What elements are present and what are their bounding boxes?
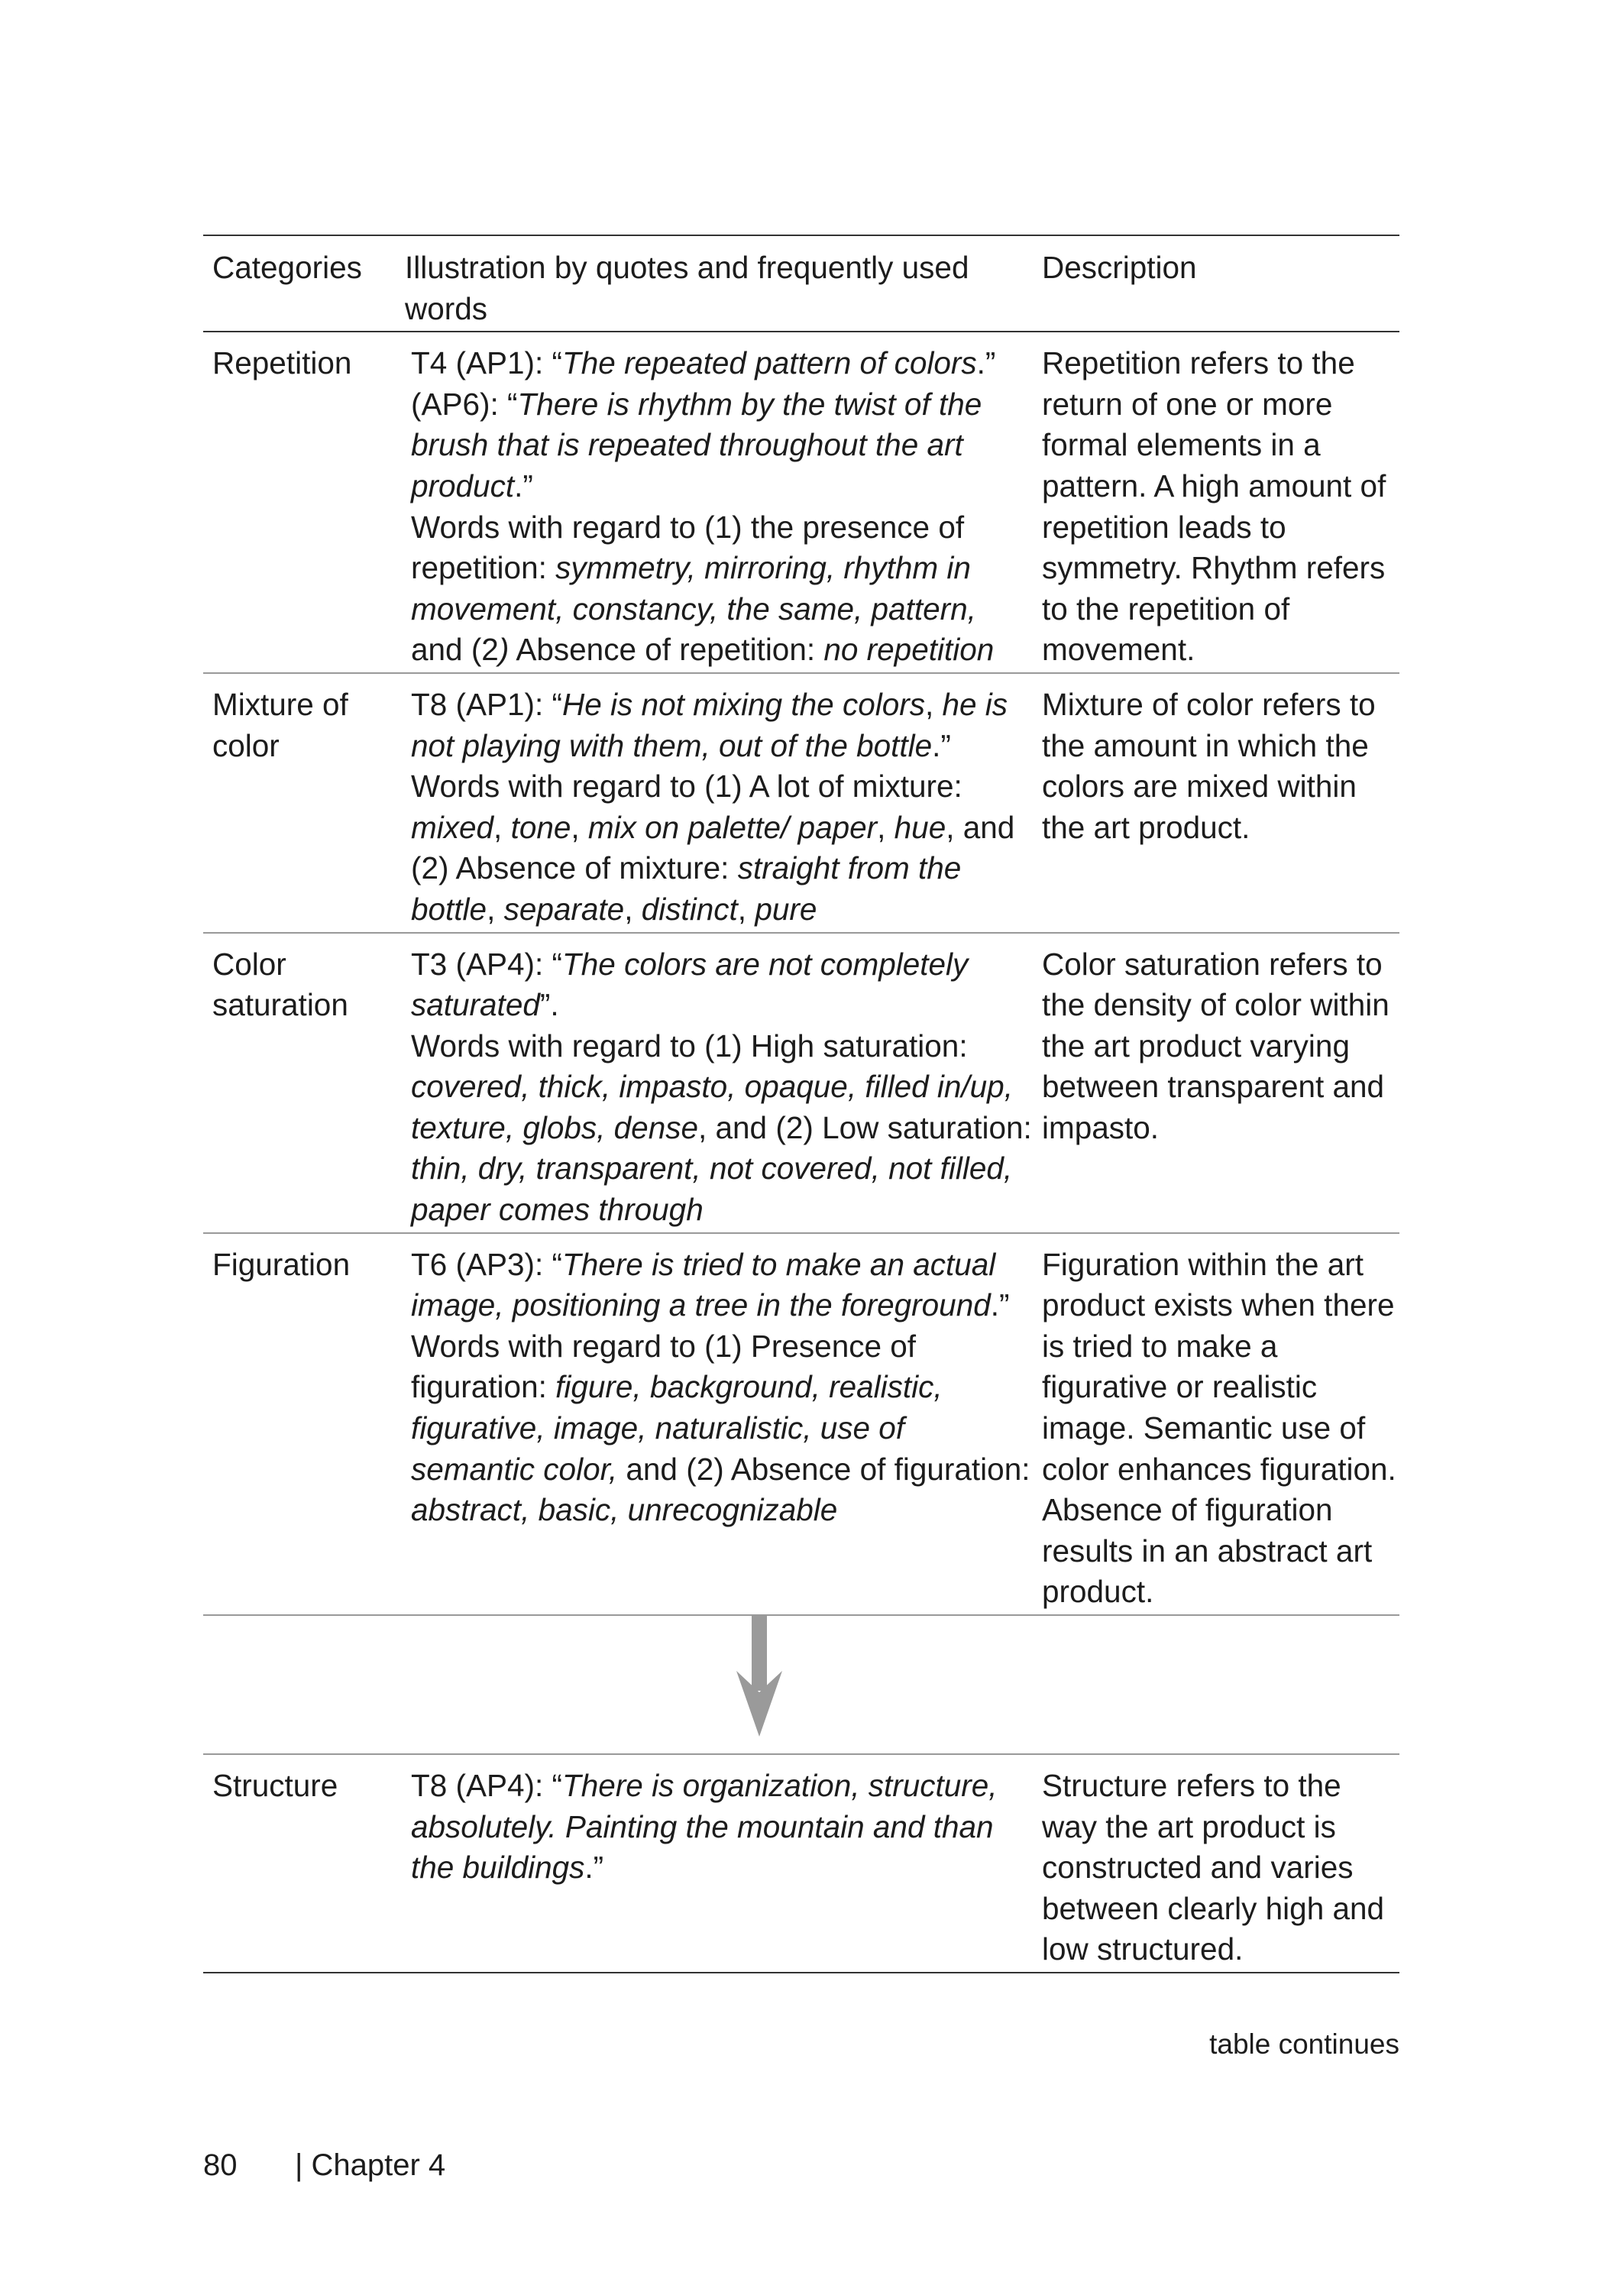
description-cell: Repetition refers to the return of one or more formal elements in a pattern. A high amount of repetition leads to symmetry. Rhythm refers to the repetition of movement. [1042,345,1386,668]
table-header-row [203,235,1399,332]
table-row [203,332,1399,674]
table-row [203,1755,1399,1973]
table-row [203,1234,1399,1616]
description-cell: Structure refers to the way the art product is constructed and varies between clearly high and low structured. [1042,1768,1385,1967]
category-cell: Repetition [212,345,352,381]
illustration-cell: T6 (AP3): “There is tried to make an actual image, positioning a tree in the foreground.” Words with regard to (1) Presence of figuration: figure, background, realistic, figurative, image, naturalistic, use of semantic color, and (2) Absence of figuration: abstract, basic, unrecognizable [411,1246,1030,1528]
table-continues-note: table continues [1209,2028,1399,2060]
down-arrow-icon [736,1616,782,1738]
header-description: Description [1042,250,1197,285]
illustration-cell: T8 (AP1): “He is not mixing the colors, he is not playing with them, out of the bottle.” Words with regard to (1) A lot of mixture: mixed, tone, mix on palette/ paper, hue, and (2) Absence of mixture: straight from the bottle, separate, distinct, pure [411,686,1015,927]
illustration-cell: T4 (AP1): “The repeated pattern of colors.” (AP6): “There is rhythm by the twist of the brush that is repeated throughout the art product.” Words with regard to (1) the presence of repetition: symmetry, mirroring, rhythm in movement, constancy, the same, pattern, and (2) Absence of repetition: no repetition [411,345,996,668]
category-cell: Mixture of color [212,686,348,763]
description-cell: Figuration within the art product exists when there is tried to make a figurative or realistic image. Semantic use of color enhances figuration. Absence of figuration results in an abstract art product. [1042,1246,1396,1610]
arrow-separator [203,1616,1399,1755]
chapter-label: | Chapter 4 [295,2148,446,2182]
description-cell: Mixture of color refers to the amount in which the colors are mixed within the art product. [1042,686,1376,845]
illustration-cell: T8 (AP4): “There is organization, structure, absolutely. Painting the mountain and than the buildings.” [411,1768,998,1886]
illustration-cell: T3 (AP4): “The colors are not completely saturated”. Words with regard to (1) High saturation: covered, thick, impasto, opaque, filled in/up, texture, globs, dense, and (2) Low saturation: thin, dry, transparent, not covered, not filled, paper comes through [411,946,1032,1228]
description-cell: Color saturation refers to the density of color within the art product varying between transparent and impasto. [1042,946,1389,1145]
category-cell: Color saturation [212,946,348,1023]
category-cell: Structure [212,1768,338,1803]
results-table [203,235,1399,1973]
page-footer [203,2145,445,2185]
page-number: 80 [203,2148,238,2182]
table-row [203,934,1399,1234]
category-cell: Figuration [212,1246,351,1282]
header-illustration: Illustration by quotes and frequently used words [405,250,969,326]
header-categories: Categories [212,250,362,285]
table-row [203,674,1399,934]
